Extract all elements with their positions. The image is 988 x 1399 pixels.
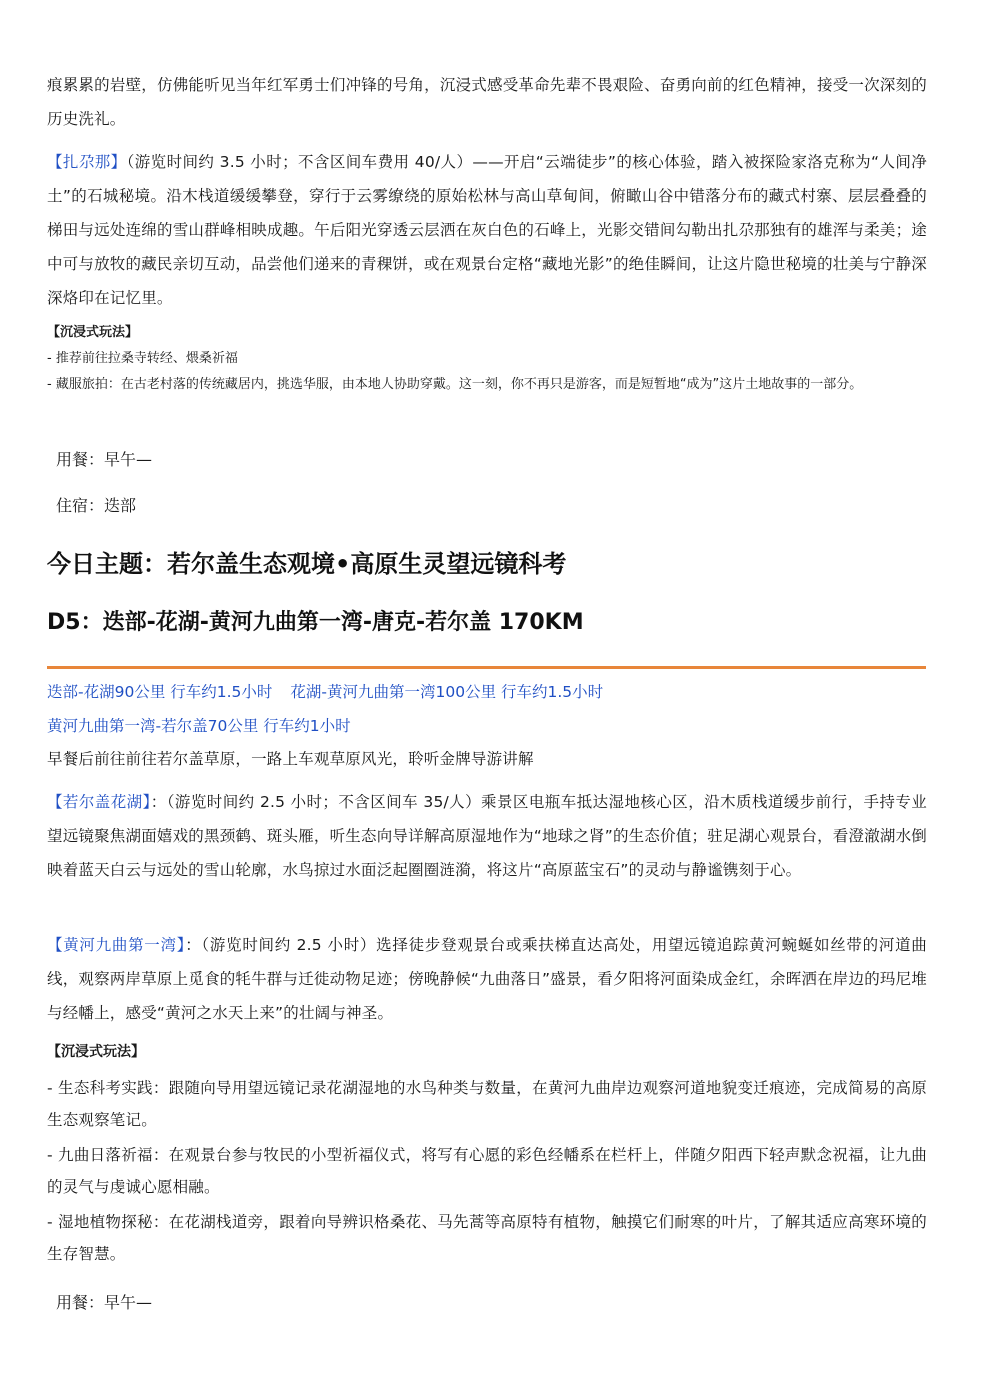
immersive1-item-2: - 藏服旅拍：在古老村落的传统藏居内，挑选华服，由本地人协助穿戴。这一刻，你不再只是游客，而是短暂地“成为”这片土地故事的一部分。 bbox=[47, 377, 863, 392]
immersive2-item-2: - 九曲日落祈福：在观景台参与牧民的小型祈福仪式，将写有心愿的彩色经幡系在栏杆上，伴随夕阳西下轻声默念祝福，让九曲的灵气与虔诚心愿相融。 bbox=[47, 1146, 927, 1196]
day5-title: D5：迭部-花湖-黄河九曲第一湾-唐克-若尔盖 170KM bbox=[47, 610, 584, 635]
day4-meal: 用餐：早午— bbox=[56, 450, 153, 469]
section-divider bbox=[47, 666, 926, 669]
route-1b: 花湖-黄河九曲第一湾100公里 行车约1.5小时 bbox=[290, 683, 604, 701]
route-line-1 bbox=[47, 675, 927, 709]
route-1a: 迭部-花湖90公里 行车约1.5小时 bbox=[47, 683, 273, 701]
day4-stay: 住宿：迭部 bbox=[56, 496, 137, 515]
immersive-title-1: 【沉浸式玩法】 bbox=[47, 325, 139, 340]
theme-heading: 今日主题：若尔盖生态观境•高原生灵望远镜科考 bbox=[47, 550, 567, 578]
immersive2-item-3: - 湿地植物探秘：在花湖栈道旁，跟着向导辨识格桑花、马先蒿等高原特有植物，触摸它们耐寒的叶片，了解其适应高寒环境的生存智慧。 bbox=[47, 1213, 927, 1263]
intro-paragraph: 痕累累的岩壁，仿佛能听见当年红军勇士们冲锋的号角，沉浸式感受革命先辈不畏艰险、奋勇向前的红色精神，接受一次深刻的历史洗礼。 bbox=[47, 76, 927, 128]
jiuqu-tag: 【黄河九曲第一湾】 bbox=[47, 936, 186, 954]
immersive2-item-1: - 生态科考实践：跟随向导用望远镜记录花湖湿地的水鸟种类与数量，在黄河九曲岸边观察河道地貌变迁痕迹，完成简易的高原生态观察笔记。 bbox=[47, 1079, 927, 1129]
huahu-tag: 【若尔盖花湖】 bbox=[47, 793, 151, 811]
jiuqu-text: ：（游览时间约 2.5 小时）选择徒步登观景台或乘扶梯直达高处，用望远镜追踪黄河蜿蜒如丝带的河道曲线，观察两岸草原上觅食的牦牛群与迁徙动物足迹；傍晚静候“九曲落日”盛景，看夕阳将河面染成金红，余晖洒在岸边的玛尼堆与经幡上，感受“黄河之水天上来”的壮阔与神圣。 bbox=[47, 936, 927, 1022]
jiuqu-paragraph bbox=[47, 928, 927, 1030]
zhagana-paragraph bbox=[47, 145, 927, 315]
immersive-title-2: 【沉浸式玩法】 bbox=[47, 1044, 145, 1060]
immersive1-item-1: - 推荐前往拉桑寺转经、煨桑祈福 bbox=[47, 351, 238, 366]
day5-meal: 用餐：早午— bbox=[56, 1293, 153, 1312]
breakfast-note: 早餐后前往前往若尔盖草原，一路上车观草原风光，聆听金牌导游讲解 bbox=[47, 750, 534, 768]
route-line-2: 黄河九曲第一湾-若尔盖70公里 行车约1小时 bbox=[47, 717, 351, 735]
huahu-paragraph bbox=[47, 785, 927, 887]
zhagana-tag: 【扎尕那】 bbox=[47, 153, 127, 171]
zhagana-text: （游览时间约 3.5 小时；不含区间车费用 40/人）——开启“云端徒步”的核心体验，踏入被探险家洛克称为“人间净土”的石城秘境。沿木栈道缓缓攀登，穿行于云雾缭绕的原始松林与高山草甸间，俯瞰山谷中错落分布的藏式村寨、层层叠叠的梯田与远处连绵的雪山群峰相映成趣。午后阳光穿透云层洒在灰白色的石峰上，光影交错间勾勒出扎尕那独有的雄浑与柔美；途中可与放牧的藏民亲切互动，品尝他们递来的青稞饼，或在观景台定格“藏地光影”的绝佳瞬间，让这片隐世秘境的壮美与宁静深深烙印在记忆里。 bbox=[47, 153, 927, 307]
huahu-text: ：（游览时间约 2.5 小时；不含区间车 35/人）乘景区电瓶车抵达湿地核心区，沿木质栈道缓步前行，手持专业望远镜聚焦湖面嬉戏的黑颈鹤、斑头雁，听生态向导详解高原湿地作为“地球之肾”的生态价值；驻足湖心观景台，看澄澈湖水倒映着蓝天白云与远处的雪山轮廓，水鸟掠过水面泛起圈圈涟漪，将这片“高原蓝宝石”的灵动与静谧镌刻于心。 bbox=[47, 793, 927, 879]
